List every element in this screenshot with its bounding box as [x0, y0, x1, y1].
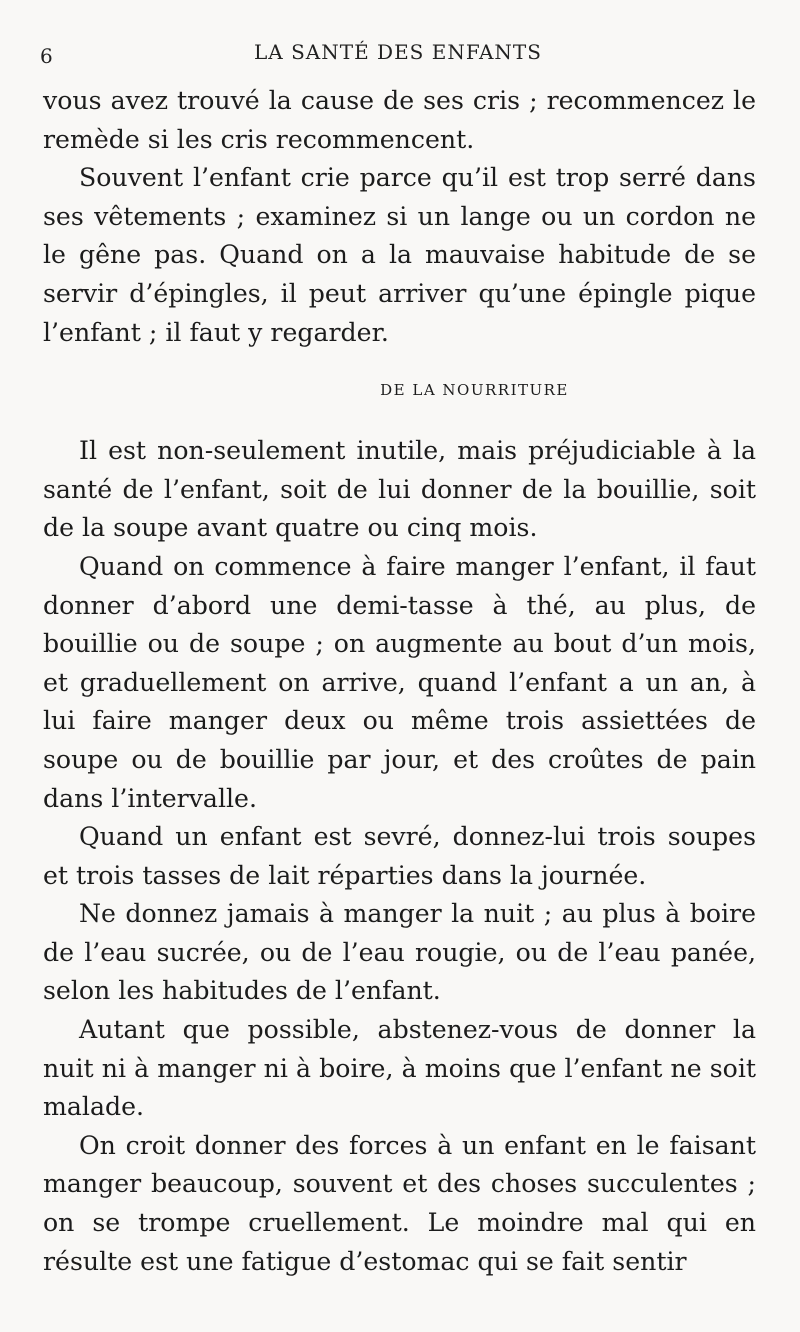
running-title: LA SANTÉ DES ENFANTS [254, 40, 542, 64]
paragraph: On croit donner des forces à un enfant en le faisant manger beaucoup, souvent et des choses succulentes ; on se trompe cruellement. Le moindre mal qui en résulte est une fatigue d’estomac qui se fait sentir [43, 1130, 756, 1276]
paragraph: Quand on commence à faire manger l’enfant, il faut donner d’abord une demi-tasse à thé, au plus, de bouillie ou de soupe ; on augmente au bout d’un mois, et graduellement on arrive, quand l’enfant a un an, à lui faire manger deux ou même trois assiettées de soupe ou de bouillie par jour, et des croûtes de pain dans l’intervalle. [43, 551, 756, 813]
paragraph: Il est non-seulement inutile, mais préjudiciable à la santé de l’enfant, soit de lui donner de la bouillie, soit de la soupe avant quatre ou cinq mois. [43, 436, 756, 543]
paragraph: Ne donnez jamais à manger la nuit ; au plus à boire de l’eau sucrée, ou de l’eau rougie, ou de l’eau panée, selon les habitudes de l’enfant. [43, 899, 756, 1006]
body-text [43, 82, 756, 1281]
paragraph: Souvent l’enfant crie parce qu’il est trop serré dans ses vêtements ; examinez si un lange ou un cordon ne le gêne pas. Quand on a la mauvaise habitude de se servir d’épingles, il peut arriver qu’une épingle pique l’enfant ; il faut y regarder. [43, 163, 756, 347]
paragraph: Autant que possible, abstenez-vous de donner la nuit ni à manger ni à boire, à moins que l’enfant ne soit malade. [43, 1015, 756, 1122]
paragraph: vous avez trouvé la cause de ses cris ; recommencez le remède si les cris recommencent. [43, 86, 756, 154]
page-number: 6 [40, 44, 54, 68]
page-header [40, 40, 756, 74]
section-title: DE LA NOURRITURE [380, 381, 569, 400]
section-body [43, 432, 756, 1281]
paragraph: Quand un enfant est sevré, donnez-lui trois soupes et trois tasses de lait réparties dans la journée. [43, 822, 756, 890]
